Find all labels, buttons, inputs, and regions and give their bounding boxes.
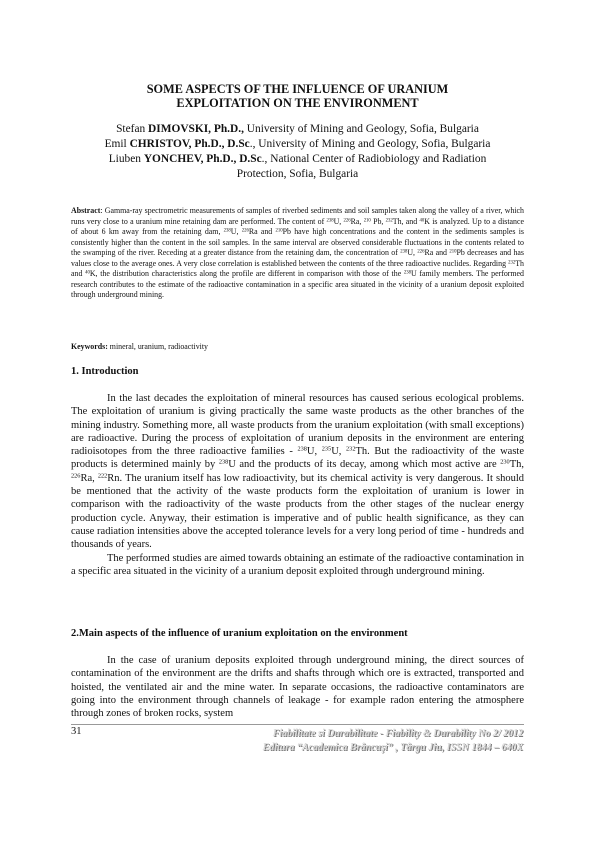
text-run: U family members. The performed research contributes to the estimate of the radioactive contamination in a specific area situated in the vicinity of a uranium deposit exploited through underground mining. [71, 269, 524, 299]
text-run: Th and [71, 258, 524, 278]
journal-line-1: Fiabilitate si Durabilitate - Fiability & Durability No 2/ 2012 [272, 728, 523, 739]
text-run: U and the products of its decay, among which most active are [228, 459, 501, 471]
author-1 [60, 122, 535, 137]
text-run: K is analyzed. Up to a distance of about 6 km away from the retaining dam, [71, 216, 525, 236]
text-run: Ra and [424, 248, 450, 257]
author-affiliation: ., University of Mining and Geology, Sofia, Bulgaria [249, 138, 491, 150]
author-last-name: YONCHEV [143, 153, 201, 165]
text-run: Rn. The uranium itself has low radioactivity, but its chemical activity is very dangerous. It should be mentioned that the activity of the waste products form the exploitation of uranium is lower in comparison with the radioactivity of the waste products from the other stages of the nuclear energy production cycle. Anyway, their estimation is imperative and of public health significance, as they can cause radiation intensities above the accepted tolerance levels for a very long period of time - hundreds and thousands of years. [71, 472, 524, 551]
text-run: Pb, [370, 216, 386, 226]
text-run: U, [333, 216, 344, 226]
text-run: In the last decades the exploitation of mineral resources has caused serious ecological problems. The exploitation of uranium is giving practically the same waste products as the other branches of the mining industry. Something more, all waste products from the uranium exploitation (with small exceptions) are radioactive. During the process of exploitation of uranium deposits in the environment are entering radioisotopes from the three radioactive families - [71, 393, 524, 458]
author-last-name: DIMOVSKI [148, 123, 209, 135]
text-run: Pb decreases and has values close to the average ones. A very close correlation is established between the contents of the three radioactive nuclides. Regarding [71, 248, 524, 268]
isotope-mass-number: 226 [417, 249, 425, 255]
author-affiliation: University of Mining and Geology, Sofia, Bulgaria [243, 123, 479, 135]
isotope-mass-number: 230 [500, 459, 510, 467]
text-run: : Gamma-ray spectrometric measurements of samples of riverbed sediments and soil samples taken along the valley of a river, which runs very close to a uranium mine retaining dam are performed. The content of [71, 206, 524, 226]
keywords [71, 342, 208, 351]
author-degree: , Ph.D., D.Sc [200, 153, 262, 165]
isotope-mass-number: 210 [363, 217, 371, 223]
paper-title [70, 82, 525, 110]
author-list [60, 122, 535, 182]
paragraph: In the case of uranium deposits exploited through underground mining, the direct sources of contamination of the environment are the drifts and shafts through which ore is extracted, transported and hoisted, the ventilated air and the mine water. In separate occasions, the radioactive contaminators are going into the environment through channels of leakage - for example radon entering the atmosphere through zones of broken rocks, system [71, 655, 524, 720]
text-run: U, [230, 227, 242, 236]
text-run: Ra, [80, 472, 98, 484]
author-affiliation: ., National Center of Radiobiology and Radiation [261, 153, 487, 165]
isotope-mass-number: 238 [297, 445, 307, 453]
title-line-1: SOME ASPECTS OF THE INFLUENCE OF URANIUM [146, 82, 449, 96]
isotope-mass-number: 226 [241, 228, 249, 234]
isotope-mass-number: 40 [85, 270, 90, 276]
isotope-mass-number: 232 [346, 445, 356, 453]
section-2-body [71, 654, 524, 720]
journal-footer [223, 727, 523, 755]
title-line-2: EXPLOITATION ON THE ENVIRONMENT [176, 96, 419, 110]
text-run: Th, and [392, 216, 420, 226]
author-first-name: Emil [104, 138, 130, 150]
author-last-name: CHRISTOV [129, 138, 189, 150]
isotope-mass-number: 210 [275, 228, 283, 234]
isotope-mass-number: 238 [326, 217, 334, 223]
isotope-mass-number: 238 [400, 249, 408, 255]
keywords-text: mineral, uranium, radioactivity [107, 342, 208, 351]
text-run: Th, [509, 459, 524, 471]
author-first-name: Stefan [116, 123, 149, 135]
text-run: U, [407, 248, 418, 257]
page-number: 31 [71, 726, 82, 737]
section-2-heading: 2.Main aspects of the influence of uranium exploitation on the environment [71, 628, 408, 639]
isotope-mass-number: 222 [97, 472, 108, 480]
text-run: Th. But the radioactivity of the waste products is determined mainly by [71, 446, 524, 471]
abstract [71, 206, 524, 301]
text-run: Pb have high concentrations and the content in the sediments samples is consistently higher than the content in the soil samples. In the same interval are observed considerable fluctuations in the contents related to the swamping of the river. Receding at a greater distance from the retaining dam, the concentration of [71, 227, 524, 257]
isotope-mass-number: 232 [385, 217, 393, 223]
author-3-affiliation-cont: Protection, Sofia, Bulgaria [236, 168, 359, 180]
author-degree: , Ph.D., D.Sc [188, 138, 250, 150]
isotope-mass-number: 238 [403, 270, 412, 276]
author-degree: , Ph.D., [208, 123, 244, 135]
text-run: Ra, [350, 216, 364, 226]
isotope-mass-number: 210 [449, 249, 457, 255]
footer-divider [71, 724, 524, 725]
author-first-name: Liuben [108, 153, 144, 165]
isotope-mass-number: 238 [218, 459, 229, 467]
paragraph [71, 392, 524, 552]
isotope-mass-number: 40 [419, 217, 425, 223]
section-1-body [71, 392, 524, 578]
text-run: U, [331, 446, 347, 458]
abstract-label: Abstract [71, 206, 101, 215]
keywords-label: Keywords: [71, 342, 108, 351]
author-3 [60, 152, 535, 167]
section-1-heading: 1. Introduction [71, 366, 139, 377]
author-2 [60, 137, 535, 152]
journal-line-2: Editura “Academica Brâncuşi” , Târgu Jiu, ISSN 1844 – 640X [262, 742, 523, 753]
paragraph: The performed studies are aimed towards obtaining an estimate of the radioactive contamination in a specific area situated in the vicinity of a uranium deposit exploited through underground mining. [71, 552, 524, 577]
text-run: Ra and [248, 227, 276, 236]
isotope-mass-number: 232 [508, 259, 516, 265]
isotope-mass-number: 235 [321, 445, 332, 453]
isotope-mass-number: 226 [71, 472, 81, 480]
isotope-mass-number: 238 [223, 228, 231, 234]
isotope-mass-number: 226 [343, 217, 351, 223]
text-run: U, [306, 446, 322, 458]
text-run: K, the distribution characteristics along the profile are different in comparison with those of the [89, 269, 404, 278]
